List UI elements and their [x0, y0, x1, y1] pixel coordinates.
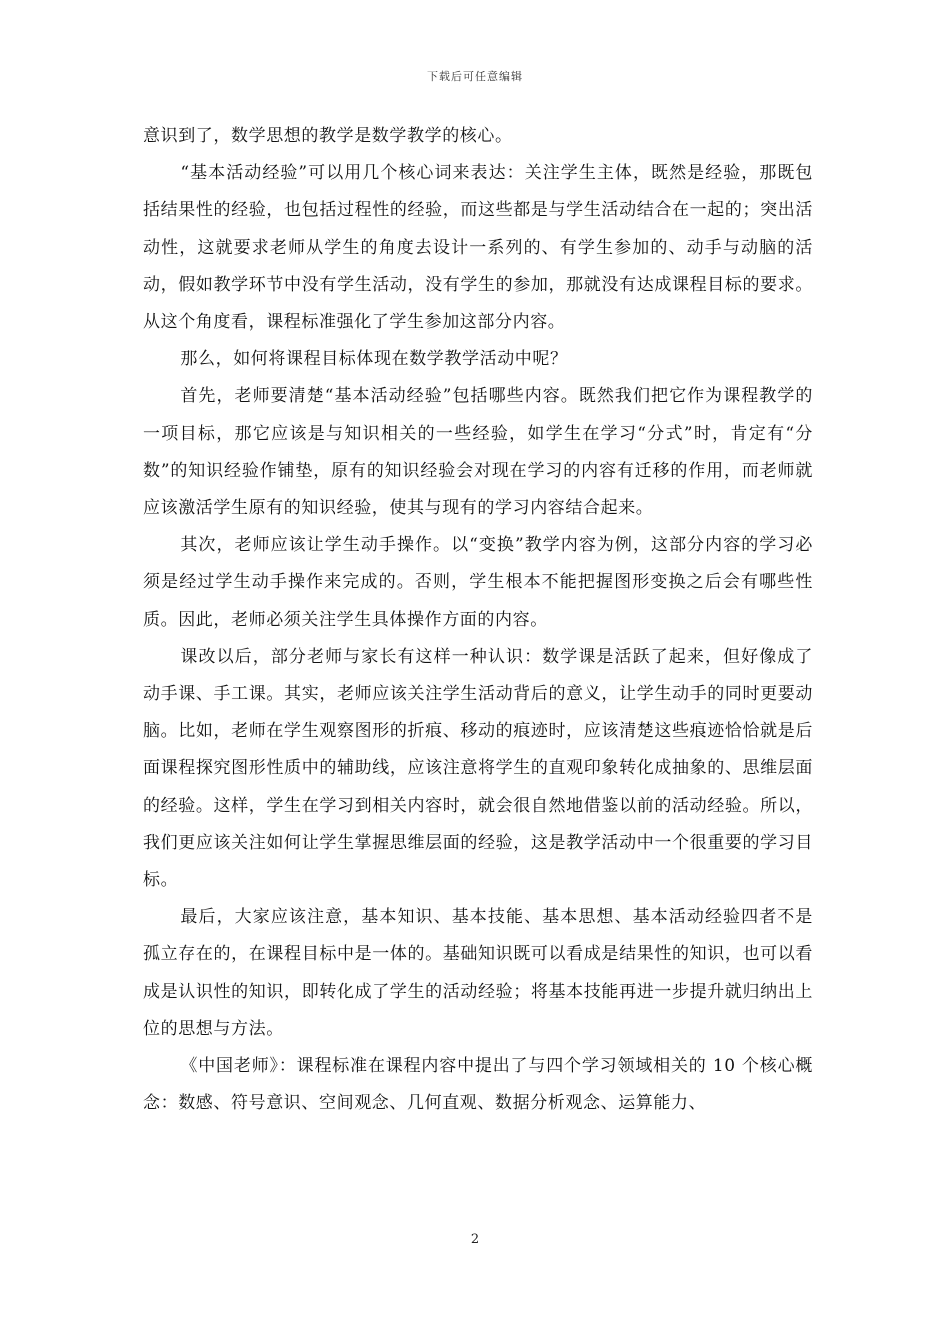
paragraph: 意识到了，数学思想的教学是数学教学的核心。 — [143, 126, 513, 146]
paragraph: 最后，大家应该注意，基本知识、基本技能、基本思想、基本活动经验四者不是孤立存在的，在课程目标中是一体的。基础知识既可以看成是结果性的知识，也可以看成是认识性的知识，即转化成了学生的活动经验；将基本技能再进一步提升就归纳出上位的思想与方法。 — [143, 907, 813, 1039]
document-body — [143, 118, 813, 1122]
paragraph: 课改以后，部分老师与家长有这样一种认识：数学课是活跃了起来，但好像成了动手课、手工课。其实，老师应该关注学生活动背后的意义，让学生动手的同时更要动脑。比如，老师在学生观察图形的折痕、移动的痕迹时，应该清楚这些痕迹恰恰就是后面课程探究图形性质中的辅助线，应该注意将学生的直观印象转化成抽象的、思维层面的经验。这样，学生在学习到相关内容时，就会很自然地借鉴以前的活动经验。所以，我们更应该关注如何让学生掌握思维层面的经验，这是教学活动中一个很重要的学习目标。 — [143, 646, 813, 891]
paragraph: 其次，老师应该让学生动手操作。以“变换”教学内容为例，这部分内容的学习必须是经过学生动手操作来完成的。否则，学生根本不能把握图形变换之后会有哪些性质。因此，老师必须关注学生具体操作方面的内容。 — [143, 535, 813, 630]
paragraph: 那么，如何将课程目标体现在数学教学活动中呢？ — [180, 349, 568, 370]
page-header: 下载后可任意编辑 — [427, 70, 523, 83]
page-number: 2 — [470, 1232, 480, 1247]
paragraph: 《中国老师》：课程标准在课程内容中提出了与四个学习领域相关的 10 个核心概念：数感、符号意识、空间观念、几何直观、数据分析观念、运算能力、 — [143, 1056, 813, 1114]
paragraph: 首先，老师要清楚“基本活动经验”包括哪些内容。既然我们把它作为课程教学的一项目标，那它应该是与知识相关的一些经验，如学生在学习“分式”时，肯定有“分数”的知识经验作铺垫，原有的知识经验会对现在学习的内容有迁移的作用，而老师就应该激活学生原有的知识经验，使其与现有的学习内容结合起来。 — [143, 386, 813, 519]
paragraph: “基本活动经验”可以用几个核心词来表达：关注学生主体，既然是经验，那既包括结果性的经验，也包括过程性的经验，而这些都是与学生活动结合在一起的；突出活动性，这就要求老师从学生的角度去设计一系列的、有学生参加的、动手与动脑的活动，假如教学环节中没有学生活动，没有学生的参加，那就没有达成课程目标的要求。从这个角度看，课程标准强化了学生参加这部分内容。 — [143, 163, 813, 333]
